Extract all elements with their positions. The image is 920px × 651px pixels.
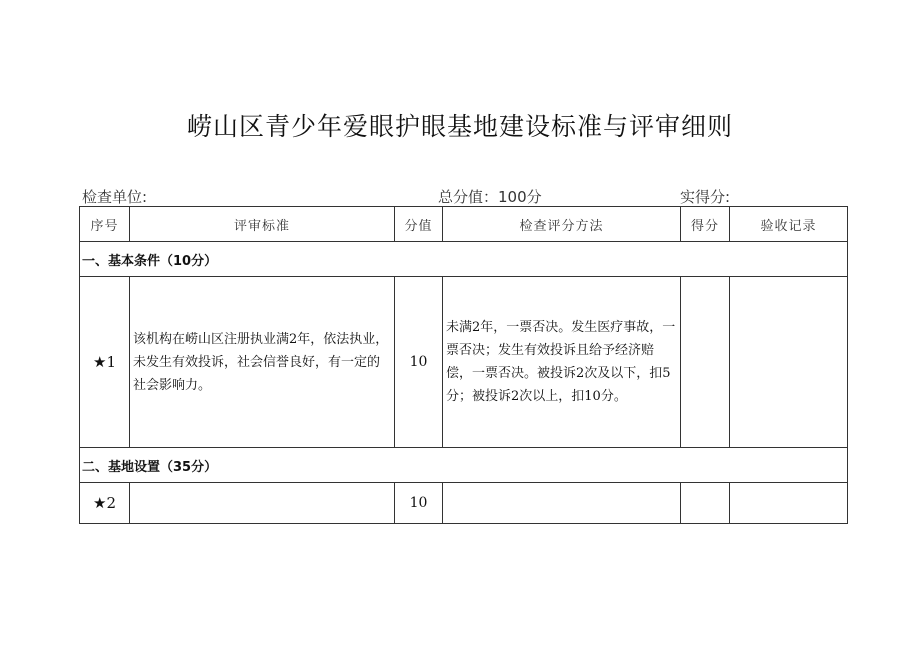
header-got: 得分 (681, 207, 730, 242)
header-number: 序号 (80, 207, 130, 242)
header-criteria: 评审标准 (130, 207, 395, 242)
actual-score-label: 实得分: (680, 188, 731, 206)
row-record-cell[interactable] (730, 483, 848, 524)
row-got-cell[interactable] (681, 483, 730, 524)
row-score: 10 (395, 483, 443, 524)
document-title: 崂山区青少年爱眼护眼基地建设标准与评审细则 (186, 112, 733, 141)
section-row-base (80, 448, 848, 483)
table-row (80, 277, 848, 448)
row-number: ★1 (80, 277, 130, 448)
row-criteria: 该机构在崂山区注册执业满2年，依法执业，未发生有效投诉，社会信誉良好，有一定的社会影响力。 (130, 277, 395, 448)
row-score: 10 (395, 277, 443, 448)
row-method (443, 483, 681, 524)
evaluation-table (79, 206, 848, 524)
row-record-cell[interactable] (730, 277, 848, 448)
section-row-basic (80, 242, 848, 277)
section-title-basic: 一、基本条件（10分） (80, 242, 848, 277)
row-criteria (130, 483, 395, 524)
row-got-cell[interactable] (681, 277, 730, 448)
total-score-label: 总分值：100分 (438, 188, 542, 206)
header-score: 分值 (395, 207, 443, 242)
row-method: 未满2年，一票否决。发生医疗事故，一票否决；发生有效投诉且给予经济赔偿，一票否决。被投诉2次及以下，扣5分；被投诉2次以上，扣10分。 (443, 277, 681, 448)
header-method: 检查评分方法 (443, 207, 681, 242)
inspection-unit-label: 检查单位: (82, 188, 148, 206)
row-number: ★2 (80, 483, 130, 524)
header-record: 验收记录 (730, 207, 848, 242)
table-header-row (80, 207, 848, 242)
table-row (80, 483, 848, 524)
section-title-base: 二、基地设置（35分） (80, 448, 848, 483)
